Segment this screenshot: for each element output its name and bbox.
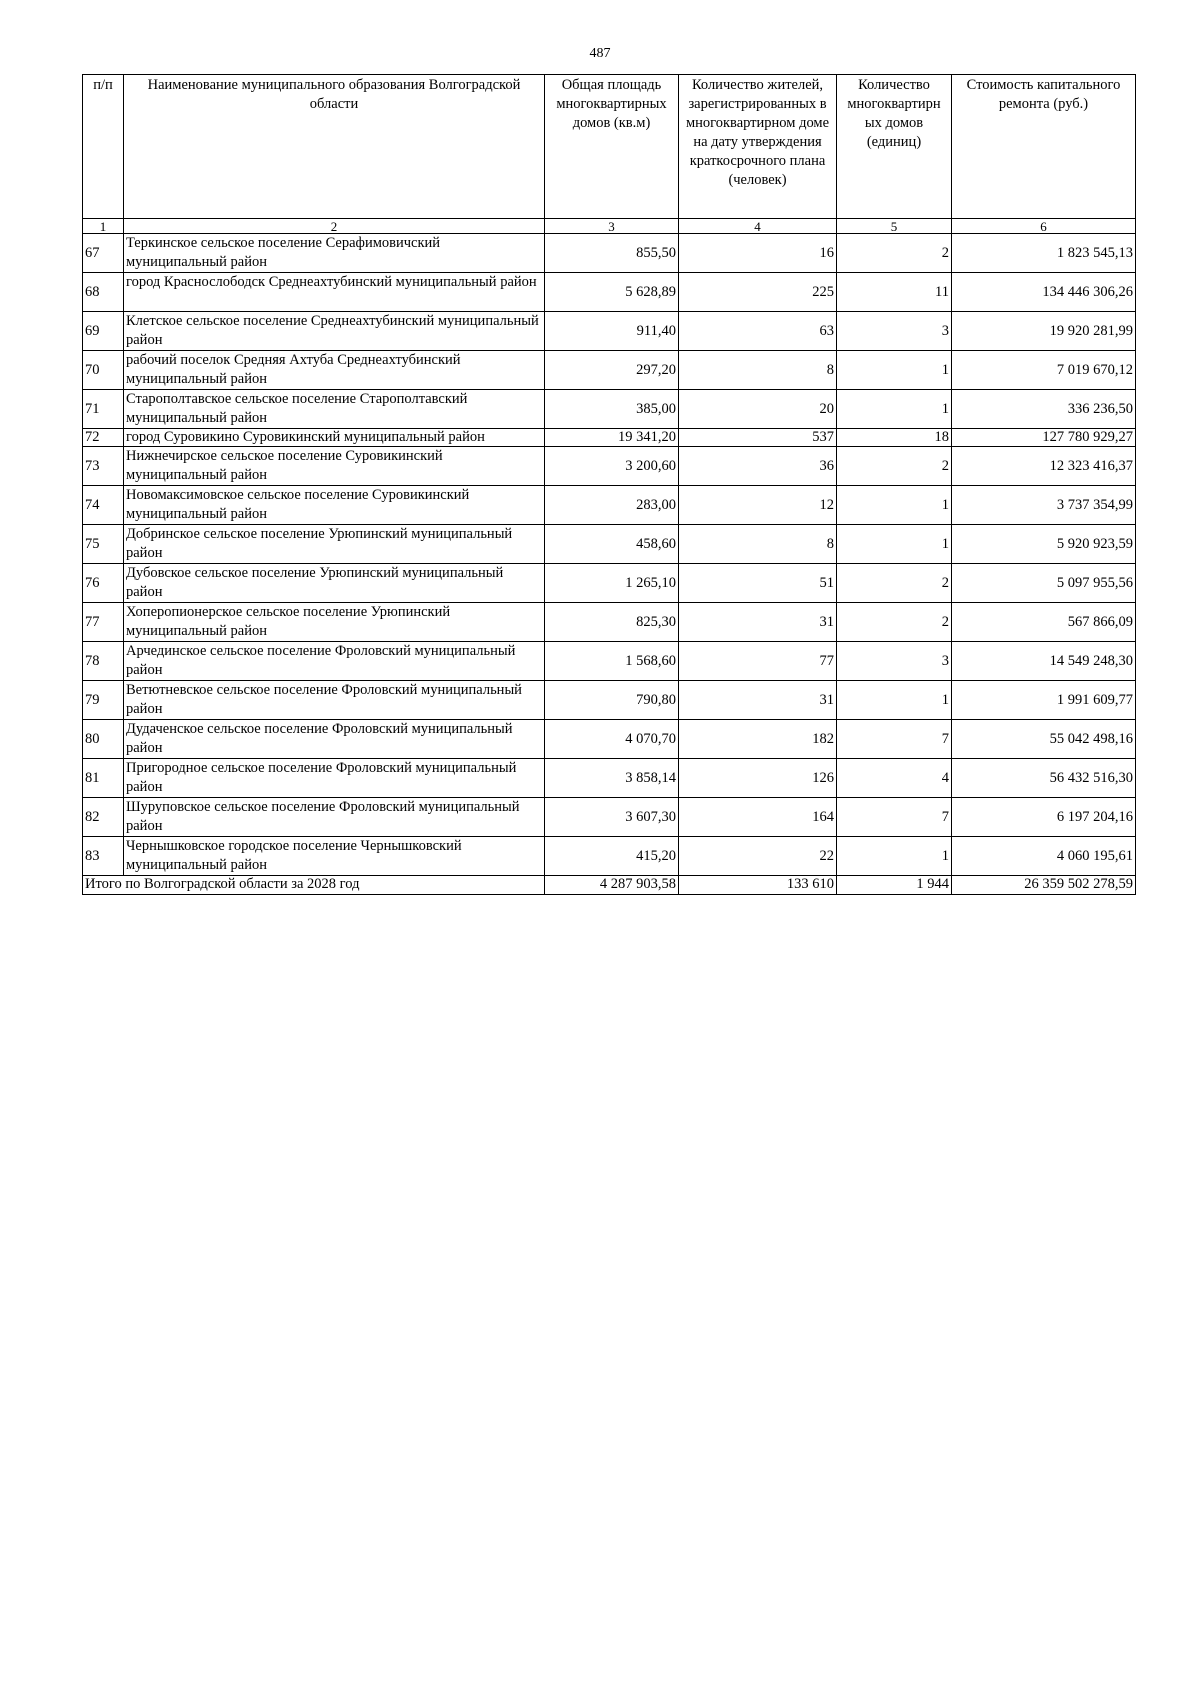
row-cost: 127 780 929,27 [952,429,1136,447]
header-houses: Количество многоквартирн ых домов (единиц) [837,75,952,219]
table-row [83,312,1136,351]
table-row [83,525,1136,564]
row-residents: 225 [679,273,837,312]
row-num: 72 [83,429,124,447]
row-area: 1 568,60 [545,642,679,681]
row-name: Новомаксимовское сельское поселение Суровикинский муниципальный район [124,486,545,525]
row-residents: 8 [679,351,837,390]
row-cost: 1 823 545,13 [952,234,1136,273]
row-houses: 1 [837,681,952,720]
row-residents: 22 [679,837,837,876]
row-residents: 537 [679,429,837,447]
row-cost: 12 323 416,37 [952,447,1136,486]
row-area: 415,20 [545,837,679,876]
row-houses: 2 [837,234,952,273]
row-houses: 2 [837,564,952,603]
table-row [83,681,1136,720]
row-num: 76 [83,564,124,603]
row-cost: 6 197 204,16 [952,798,1136,837]
row-area: 3 858,14 [545,759,679,798]
row-area: 911,40 [545,312,679,351]
page-number: 487 [589,46,611,61]
row-name: Клетское сельское поселение Среднеахтубинский муниципальный район [124,312,545,351]
row-num: 74 [83,486,124,525]
row-name: Старополтавское сельское поселение Старополтавский муниципальный район [124,390,545,429]
row-cost: 19 920 281,99 [952,312,1136,351]
column-index: 3 [545,219,679,234]
row-area: 1 265,10 [545,564,679,603]
table-row [83,351,1136,390]
row-houses: 1 [837,837,952,876]
row-residents: 51 [679,564,837,603]
row-num: 70 [83,351,124,390]
row-num: 68 [83,273,124,312]
table-row [83,798,1136,837]
row-name: Добринское сельское поселение Урюпинский муниципальный район [124,525,545,564]
row-name: Дудаченское сельское поселение Фроловский муниципальный район [124,720,545,759]
table-row [83,720,1136,759]
row-num: 69 [83,312,124,351]
row-cost: 567 866,09 [952,603,1136,642]
column-index: 4 [679,219,837,234]
row-houses: 7 [837,798,952,837]
row-residents: 16 [679,234,837,273]
table-row [83,837,1136,876]
total-cost: 26 359 502 278,59 [952,876,1136,895]
row-num: 80 [83,720,124,759]
row-name: Теркинское сельское поселение Серафимовичский муниципальный район [124,234,545,273]
row-houses: 2 [837,447,952,486]
table-row [83,447,1136,486]
row-num: 77 [83,603,124,642]
row-residents: 12 [679,486,837,525]
row-area: 458,60 [545,525,679,564]
row-houses: 7 [837,720,952,759]
column-index: 5 [837,219,952,234]
row-houses: 1 [837,486,952,525]
row-houses: 1 [837,390,952,429]
table-row [83,429,1136,447]
row-residents: 8 [679,525,837,564]
total-label: Итого по Волгоградской области за 2028 год [83,876,545,895]
row-name: Хоперопионерское сельское поселение Урюпинский муниципальный район [124,603,545,642]
row-name: Чернышковское городское поселение Чернышковский муниципальный район [124,837,545,876]
row-area: 4 070,70 [545,720,679,759]
row-area: 5 628,89 [545,273,679,312]
column-index: 6 [952,219,1136,234]
row-area: 283,00 [545,486,679,525]
row-num: 71 [83,390,124,429]
row-residents: 31 [679,603,837,642]
row-residents: 36 [679,447,837,486]
row-cost: 5 097 955,56 [952,564,1136,603]
row-residents: 20 [679,390,837,429]
row-cost: 4 060 195,61 [952,837,1136,876]
row-area: 19 341,20 [545,429,679,447]
header-cost: Стоимость капитального ремонта (руб.) [952,75,1136,219]
row-residents: 63 [679,312,837,351]
row-num: 78 [83,642,124,681]
header-residents: Количество жителей, зарегистрированных в многоквартирном доме на дату утверждения краткосрочного плана (человек) [679,75,837,219]
row-num: 79 [83,681,124,720]
row-name: рабочий поселок Средняя Ахтуба Среднеахтубинский муниципальный район [124,351,545,390]
row-houses: 2 [837,603,952,642]
total-row [83,876,1136,895]
header-name: Наименование муниципального образования Волгоградской области [124,75,545,219]
table-row [83,642,1136,681]
column-index: 2 [124,219,545,234]
table-row [83,759,1136,798]
row-houses: 18 [837,429,952,447]
row-cost: 7 019 670,12 [952,351,1136,390]
row-houses: 4 [837,759,952,798]
row-name: Дубовское сельское поселение Урюпинский муниципальный район [124,564,545,603]
row-residents: 31 [679,681,837,720]
row-name: Шуруповское сельское поселение Фроловский муниципальный район [124,798,545,837]
row-houses: 11 [837,273,952,312]
table-row [83,603,1136,642]
row-name: город Суровикино Суровикинский муниципальный район [124,429,545,447]
column-index-row [83,219,1136,234]
row-num: 75 [83,525,124,564]
column-index: 1 [83,219,124,234]
row-num: 73 [83,447,124,486]
table-row [83,273,1136,312]
row-houses: 3 [837,312,952,351]
row-cost: 134 446 306,26 [952,273,1136,312]
total-houses: 1 944 [837,876,952,895]
table-row [83,564,1136,603]
row-name: Ветютневское сельское поселение Фроловский муниципальный район [124,681,545,720]
row-cost: 14 549 248,30 [952,642,1136,681]
row-cost: 55 042 498,16 [952,720,1136,759]
table-row [83,234,1136,273]
total-area: 4 287 903,58 [545,876,679,895]
row-area: 790,80 [545,681,679,720]
row-residents: 77 [679,642,837,681]
capital-repair-table [82,74,1136,895]
header-row [83,75,1136,219]
row-cost: 3 737 354,99 [952,486,1136,525]
row-num: 82 [83,798,124,837]
row-residents: 164 [679,798,837,837]
row-residents: 182 [679,720,837,759]
table-row [83,390,1136,429]
row-area: 3 200,60 [545,447,679,486]
row-area: 297,20 [545,351,679,390]
row-residents: 126 [679,759,837,798]
row-cost: 1 991 609,77 [952,681,1136,720]
row-cost: 5 920 923,59 [952,525,1136,564]
row-houses: 1 [837,525,952,564]
row-area: 855,50 [545,234,679,273]
row-area: 385,00 [545,390,679,429]
row-name: Нижнечирское сельское поселение Суровикинский муниципальный район [124,447,545,486]
row-name: город Краснослободск Среднеахтубинский муниципальный район [124,273,545,312]
row-name: Пригородное сельское поселение Фроловский муниципальный район [124,759,545,798]
row-area: 3 607,30 [545,798,679,837]
row-name: Арчединское сельское поселение Фроловский муниципальный район [124,642,545,681]
row-cost: 336 236,50 [952,390,1136,429]
row-num: 83 [83,837,124,876]
row-num: 67 [83,234,124,273]
table-row [83,486,1136,525]
row-area: 825,30 [545,603,679,642]
header-num: п/п [83,75,124,219]
total-residents: 133 610 [679,876,837,895]
row-num: 81 [83,759,124,798]
row-cost: 56 432 516,30 [952,759,1136,798]
header-area: Общая площадь многоквартирных домов (кв.м) [545,75,679,219]
row-houses: 3 [837,642,952,681]
row-houses: 1 [837,351,952,390]
